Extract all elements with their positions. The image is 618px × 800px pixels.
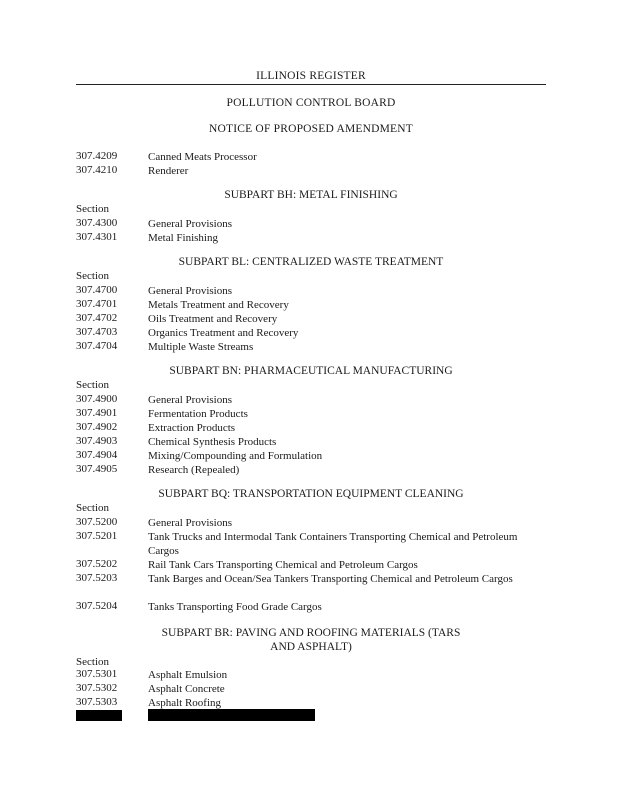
section-number: 307.5302 (76, 682, 118, 694)
section-title: Mixing/Compounding and Formulation (148, 450, 323, 462)
section-title: Multiple Waste Streams (148, 341, 254, 353)
subpart-title: SUBPART BR: PAVING AND ROOFING MATERIALS (TARS AND ASPHALT) (161, 627, 461, 653)
section-number: 307.4702 (76, 312, 118, 324)
section-number: 307.4701 (76, 298, 118, 310)
section-title: Organics Treatment and Recovery (148, 327, 299, 339)
redacted-section-number (76, 710, 122, 721)
section-title: General Provisions (148, 285, 233, 297)
section-title: Renderer (148, 165, 189, 177)
section-title: General Provisions (148, 218, 233, 230)
section-title: Metals Treatment and Recovery (148, 299, 289, 311)
section-title: Oils Treatment and Recovery (148, 313, 278, 325)
subpart-title: SUBPART BN: PHARMACEUTICAL MANUFACTURING (169, 365, 453, 377)
register-header: ILLINOIS REGISTER (256, 70, 366, 82)
redacted-section-title (148, 709, 315, 721)
section-title: Fermentation Products (148, 408, 248, 420)
section-title: Metal Finishing (148, 232, 218, 244)
section-number: 307.5200 (76, 516, 118, 528)
section-number: 307.4209 (76, 150, 118, 162)
section-label: Section (76, 203, 109, 215)
section-number: 307.5202 (76, 558, 118, 570)
section-number: 307.4300 (76, 217, 118, 229)
section-number: 307.4901 (76, 407, 118, 419)
section-title: Asphalt Concrete (148, 683, 225, 695)
section-number: 307.4704 (76, 340, 118, 352)
section-number: 307.5204 (76, 600, 118, 612)
section-title: General Provisions (148, 517, 233, 529)
section-title: Tank Trucks and Intermodal Tank Containers Transporting Chemical and Petroleum Cargos (148, 531, 518, 557)
section-label: Section (76, 656, 109, 668)
section-title: Tanks Transporting Food Grade Cargos (148, 601, 322, 613)
section-number: 307.4902 (76, 421, 118, 433)
section-title: Rail Tank Cars Transporting Chemical and Petroleum Cargos (148, 559, 418, 571)
agency-title: POLLUTION CONTROL BOARD (226, 97, 396, 109)
subpart-title: SUBPART BH: METAL FINISHING (224, 189, 398, 201)
section-title: Chemical Synthesis Products (148, 436, 277, 448)
section-title: Tank Barges and Ocean/Sea Tankers Transporting Chemical and Petroleum Cargos (148, 573, 513, 585)
section-title: General Provisions (148, 394, 233, 406)
section-number: 307.5203 (76, 572, 118, 584)
section-number: 307.4900 (76, 393, 118, 405)
section-number: 307.4301 (76, 231, 118, 243)
section-number: 307.4903 (76, 435, 118, 447)
header-rule (76, 84, 546, 85)
section-label: Section (76, 502, 109, 514)
section-number: 307.4700 (76, 284, 118, 296)
section-number: 307.4904 (76, 449, 118, 461)
section-number: 307.4210 (76, 164, 118, 176)
section-title: Asphalt Emulsion (148, 669, 228, 681)
section-number: 307.5201 (76, 530, 118, 542)
section-title: Asphalt Roofing (148, 697, 222, 709)
section-number: 307.5301 (76, 668, 118, 680)
section-label: Section (76, 379, 109, 391)
section-number: 307.4703 (76, 326, 118, 338)
section-title: Research (Repealed) (148, 464, 240, 476)
notice-title: NOTICE OF PROPOSED AMENDMENT (209, 123, 413, 135)
subpart-title: SUBPART BL: CENTRALIZED WASTE TREATMENT (178, 256, 444, 268)
subpart-title: SUBPART BQ: TRANSPORTATION EQUIPMENT CLEANING (158, 488, 464, 500)
section-title: Canned Meats Processor (148, 151, 257, 163)
section-number: 307.5303 (76, 696, 118, 708)
section-title: Extraction Products (148, 422, 236, 434)
section-number: 307.4905 (76, 463, 118, 475)
section-label: Section (76, 270, 109, 282)
